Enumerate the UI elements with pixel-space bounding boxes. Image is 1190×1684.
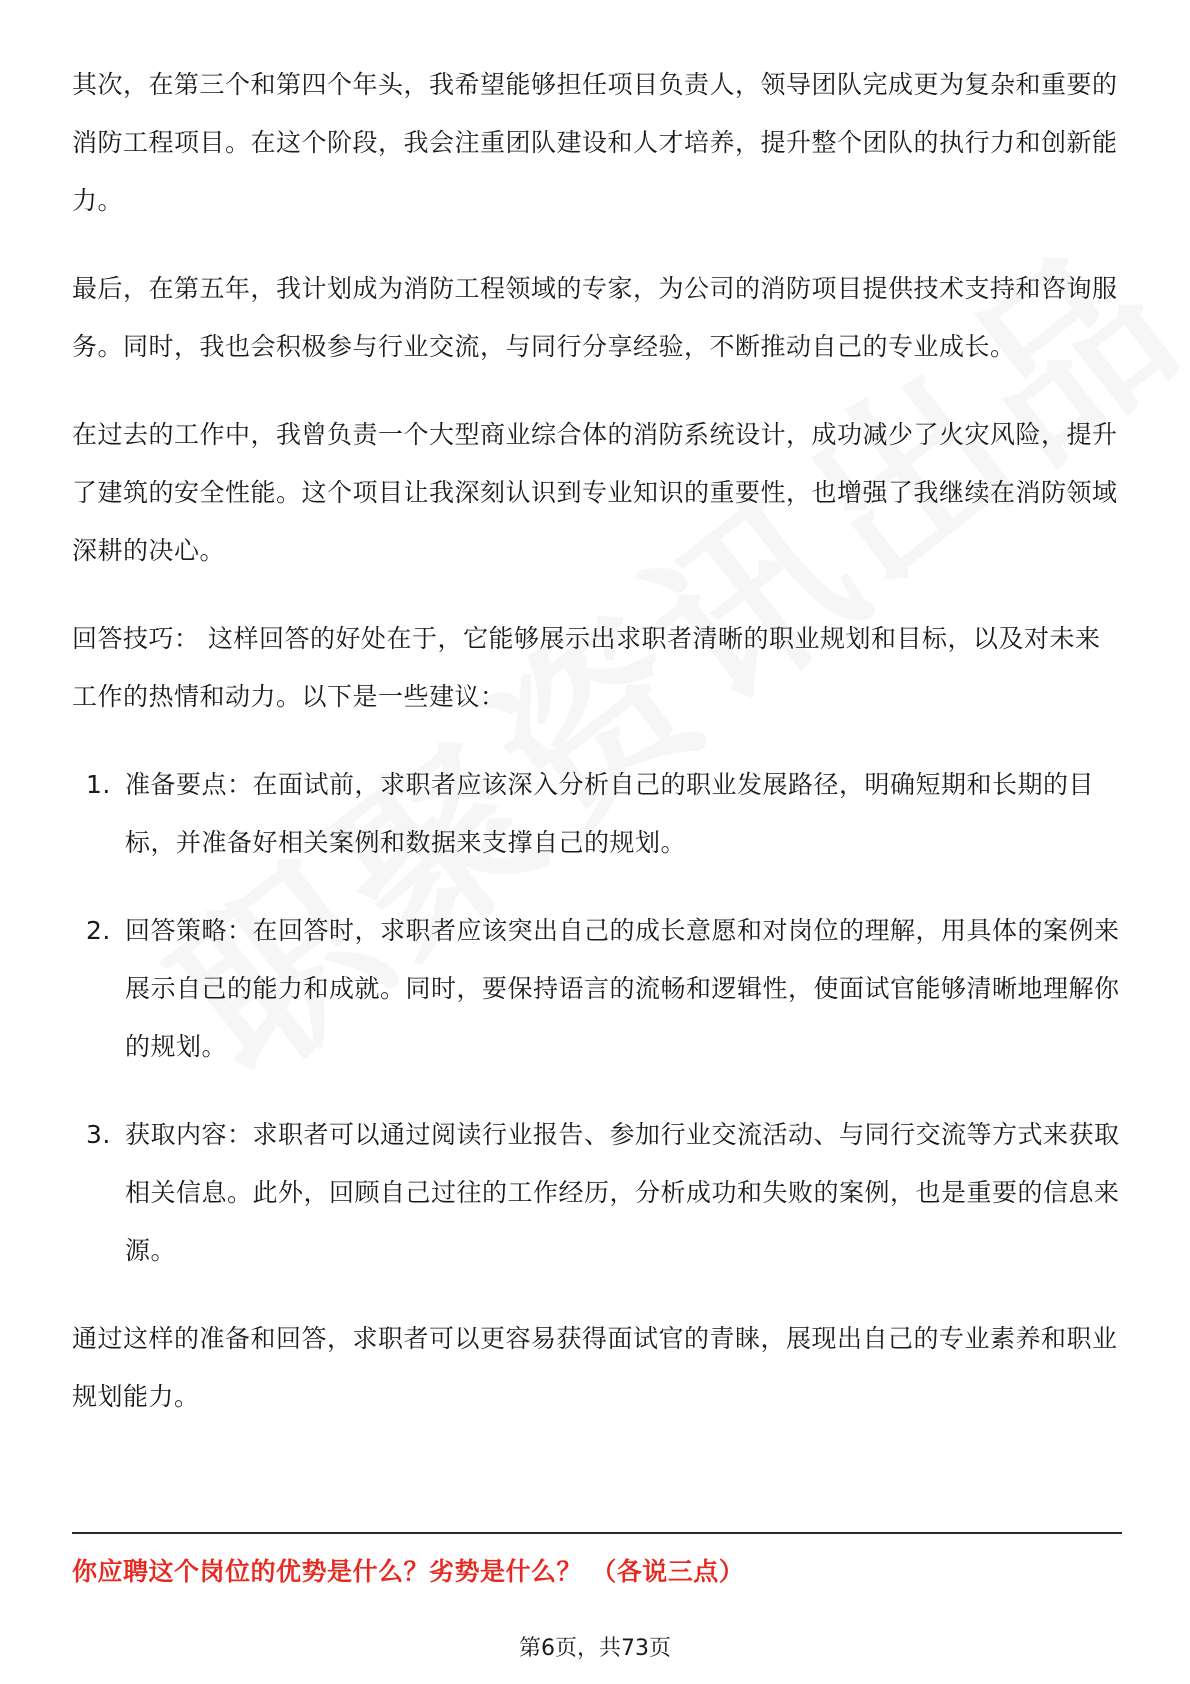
list-item [72, 756, 1122, 872]
list-item-text: 回答策略：在回答时，求职者应该突出自己的成长意愿和对岗位的理解，用具体的案例来展示自己的能力和成就。同时，要保持语言的流畅和逻辑性，使面试官能够清晰地理解你的规划。 [125, 916, 1120, 1061]
main-content [72, 56, 1122, 1456]
list-number: 2. [86, 916, 111, 945]
paragraph-past-work: 在过去的工作中，我曾负责一个大型商业综合体的消防系统设计，成功减少了火灾风险，提升了建筑的安全性能。这个项目让我深刻认识到专业知识的重要性，也增强了我继续在消防领域深耕的决心。 [72, 420, 1118, 565]
list-item [72, 902, 1122, 1076]
paragraph-years-three-four: 其次，在第三个和第四个年头，我希望能够担任项目负责人，领导团队完成更为复杂和重要的消防工程项目。在这个阶段，我会注重团队建设和人才培养，提升整个团队的执行力和创新能力。 [72, 70, 1118, 215]
page-number-footer: 第6页，共73页 [519, 1636, 671, 1661]
section-divider [72, 1532, 1122, 1534]
paragraph-answer-tips: 回答技巧： 这样回答的好处在于，它能够展示出求职者清晰的职业规划和目标，以及对未来工作的热情和动力。以下是一些建议： [72, 624, 1101, 711]
next-question-heading: 你应聘这个岗位的优势是什么？劣势是什么？ （各说三点） [72, 1557, 745, 1586]
suggestion-list [72, 756, 1122, 1280]
list-item [72, 1106, 1122, 1280]
list-item-text: 准备要点：在面试前，求职者应该深入分析自己的职业发展路径，明确短期和长期的目标，并准备好相关案例和数据来支撑自己的规划。 [125, 770, 1095, 857]
list-number: 1. [86, 770, 111, 799]
list-item-text: 获取内容：求职者可以通过阅读行业报告、参加行业交流活动、与同行交流等方式来获取相关信息。此外，回顾自己过往的工作经历，分析成功和失败的案例，也是重要的信息来源。 [125, 1120, 1120, 1265]
list-number: 3. [86, 1120, 111, 1149]
paragraph-year-five: 最后，在第五年，我计划成为消防工程领域的专家，为公司的消防项目提供技术支持和咨询服务。同时，我也会积极参与行业交流，与同行分享经验，不断推动自己的专业成长。 [72, 274, 1118, 361]
paragraph-closing: 通过这样的准备和回答，求职者可以更容易获得面试官的青睐，展现出自己的专业素养和职业规划能力。 [72, 1324, 1118, 1411]
